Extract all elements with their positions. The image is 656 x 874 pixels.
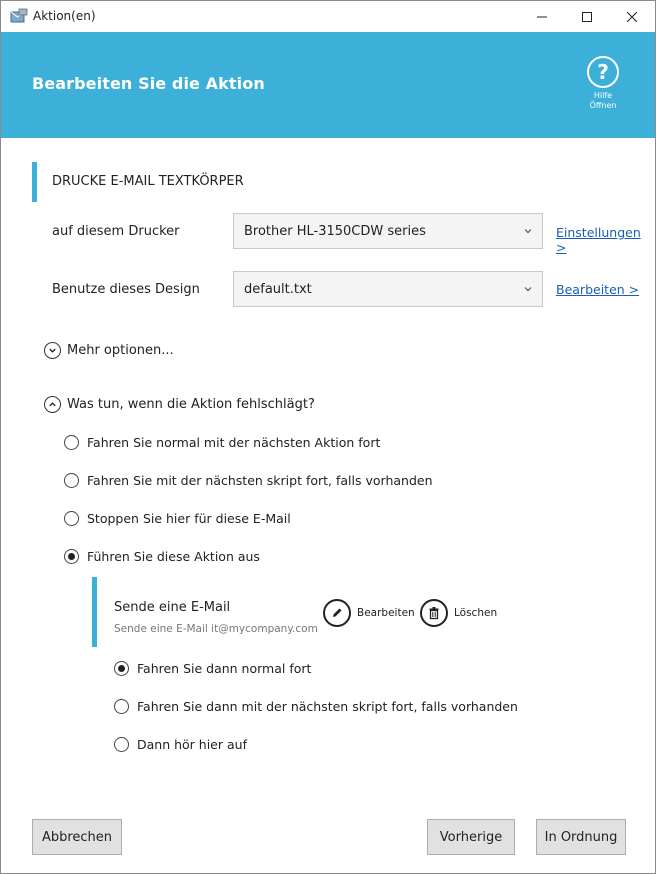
previous-button[interactable]: Vorherige (427, 819, 515, 855)
sub-option-next-script[interactable] (114, 699, 518, 714)
maximize-button[interactable] (564, 1, 610, 32)
printer-select[interactable] (233, 213, 543, 249)
failure-label: Was tun, wenn die Aktion fehlschlägt? (67, 397, 315, 412)
ok-button[interactable]: In Ordnung (536, 819, 626, 855)
radio-button-selected (64, 549, 79, 564)
printer-select-value: Brother HL-3150CDW series (244, 224, 426, 239)
design-label: Benutze dieses Design (52, 282, 200, 297)
radio-button (114, 737, 129, 752)
help-label-line2: Öffnen (589, 101, 617, 110)
help-label-line1: Hilfe (593, 91, 613, 100)
sub-option-stop[interactable] (114, 737, 247, 752)
maximize-icon (582, 12, 592, 22)
edit-label: Bearbeiten (357, 607, 415, 619)
radio-label: Führen Sie diese Aktion aus (87, 549, 260, 564)
section-title: DRUCKE E-MAIL TEXTKÖRPER (52, 174, 244, 189)
radio-button (114, 699, 129, 714)
chevron-down-icon (523, 284, 533, 294)
help-button[interactable] (583, 56, 623, 111)
chevron-down-icon (44, 342, 61, 359)
close-icon (627, 12, 637, 22)
cancel-button[interactable]: Abbrechen (32, 819, 122, 855)
printer-label: auf diesem Drucker (52, 224, 180, 239)
minimize-button[interactable] (519, 1, 565, 32)
app-icon (10, 8, 28, 24)
sub-action-accent-bar (92, 577, 97, 647)
radio-button-selected (114, 661, 129, 676)
radio-label: Fahren Sie dann mit der nächsten skript fort, falls vorhanden (137, 699, 518, 714)
design-select[interactable] (233, 271, 543, 307)
failure-option-next-script[interactable] (64, 473, 433, 488)
more-options-label: Mehr optionen... (67, 343, 174, 358)
sub-action-title: Sende eine E-Mail (114, 600, 231, 615)
radio-button (64, 473, 79, 488)
failure-option-run-action[interactable] (64, 549, 260, 564)
sub-action-delete-button[interactable] (420, 599, 497, 627)
chevron-up-icon (44, 396, 61, 413)
chevron-down-icon (523, 226, 533, 236)
design-edit-link[interactable]: Bearbeiten > (556, 282, 640, 297)
pencil-icon (323, 599, 351, 627)
sub-action-edit-button[interactable] (323, 599, 415, 627)
more-options-expander[interactable] (44, 342, 174, 359)
minimize-icon (537, 12, 547, 22)
radio-label: Fahren Sie normal mit der nächsten Aktion fort (87, 435, 381, 450)
delete-label: Löschen (454, 607, 498, 619)
radio-label: Fahren Sie dann normal fort (137, 661, 312, 676)
header-banner (1, 32, 655, 138)
radio-button (64, 511, 79, 526)
close-button[interactable] (609, 1, 655, 32)
design-select-value: default.txt (244, 282, 312, 297)
failure-expander[interactable] (44, 396, 315, 413)
printer-settings-link[interactable]: Einstellungen > (556, 225, 641, 255)
radio-button (64, 435, 79, 450)
window-title: Aktion(en) (33, 9, 96, 23)
radio-label: Fahren Sie mit der nächsten skript fort, falls vorhanden (87, 473, 433, 488)
section-accent-bar (32, 162, 37, 202)
radio-label: Dann hör hier auf (137, 737, 247, 752)
question-circle-icon: ? (587, 56, 619, 88)
radio-label: Stoppen Sie hier für diese E-Mail (87, 511, 291, 526)
failure-option-continue[interactable] (64, 435, 380, 450)
page-title: Bearbeiten Sie die Aktion (32, 74, 265, 93)
sub-option-continue[interactable] (114, 661, 311, 676)
trash-icon (420, 599, 448, 627)
title-bar (1, 1, 655, 32)
sub-action-description: Sende eine E-Mail it@mycompany.com (114, 623, 318, 635)
failure-option-stop[interactable] (64, 511, 291, 526)
